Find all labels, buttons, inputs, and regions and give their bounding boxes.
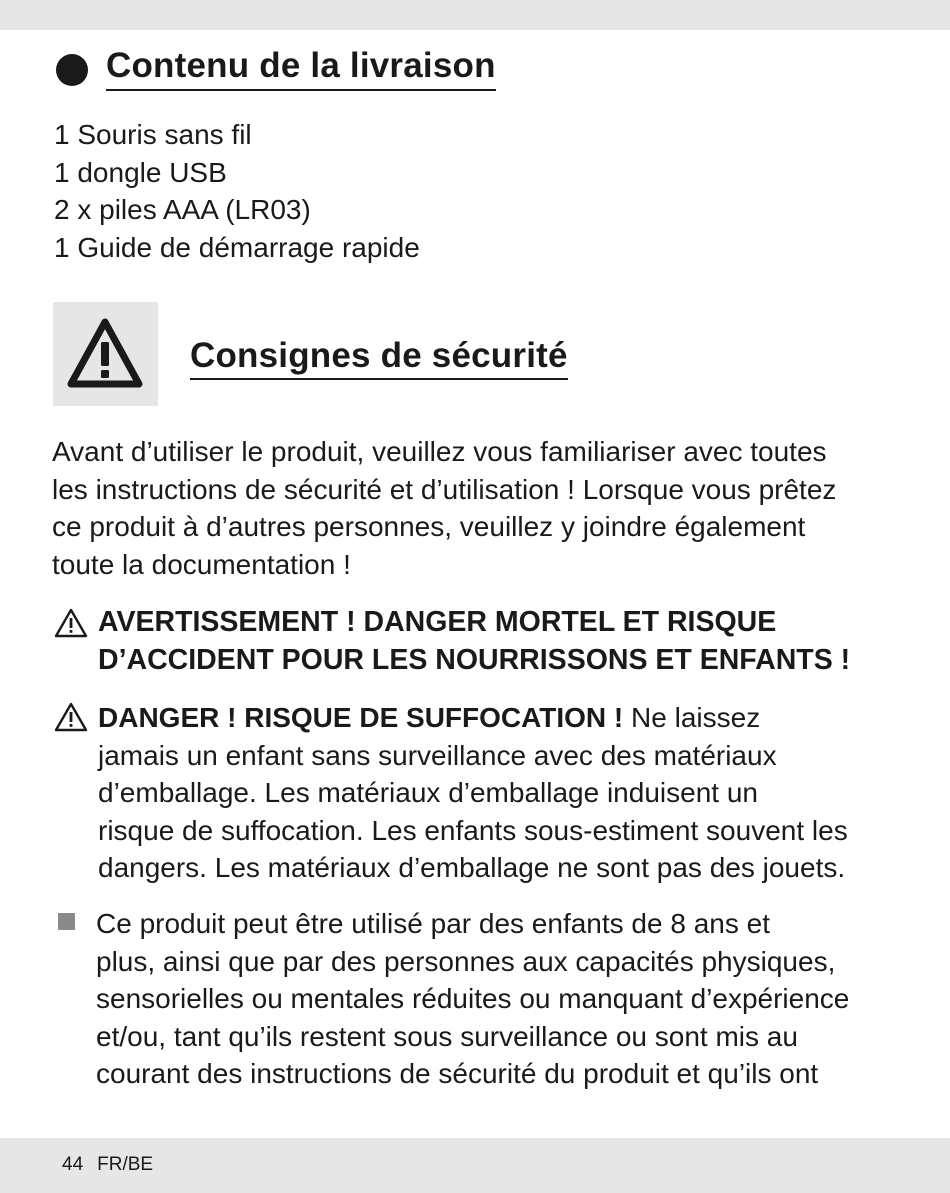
paragraph-line: les instructions de sécurité et d’utilisation ! Lorsque vous prêtez — [52, 473, 837, 505]
list-item: 1 Souris sans fil — [54, 119, 252, 150]
danger-label: DANGER ! RISQUE DE SUFFOCATION ! — [98, 702, 624, 733]
warning-icon-box — [53, 302, 158, 406]
paragraph-line: toute la documentation ! — [52, 548, 351, 580]
warning-triangle-icon — [53, 607, 89, 639]
paragraph-line: dangers. Les matériaux d’emballage ne sont pas des jouets. — [98, 852, 846, 883]
paragraph-line: plus, ainsi que par des personnes aux capacités physiques, — [96, 945, 836, 977]
section-bullet-dot — [56, 54, 88, 86]
paragraph-line: Ce produit peut être utilisé par des enfants de 8 ans et — [96, 908, 770, 939]
paragraph-line: Avant d’utiliser le produit, veuillez vous familiariser avec toutes — [52, 436, 827, 467]
danger-first-line — [98, 699, 848, 737]
warning-triangle-icon — [53, 701, 89, 733]
page-number: 44 — [62, 1154, 84, 1175]
paragraph-line: d’emballage. Les matériaux d’emballage induisent un — [98, 777, 758, 808]
section-title-safety: Consignes de sécurité — [190, 336, 568, 380]
safety-intro-paragraph — [52, 433, 912, 583]
paragraph-line: jamais un enfant sans surveillance avec des matériaux — [98, 739, 777, 771]
list-item: 2 x piles AAA (LR03) — [54, 194, 311, 225]
bullet-paragraph — [96, 905, 849, 1093]
bullet-square-icon — [58, 913, 75, 930]
warning-line: AVERTISSEMENT ! DANGER MORTEL ET RISQUE — [98, 606, 777, 638]
warning-triangle-icon — [65, 316, 145, 392]
warning-line: D’ACCIDENT POUR LES NOURRISSONS ET ENFANTS ! — [98, 644, 851, 676]
page-footer — [62, 1154, 167, 1176]
delivery-contents-list — [54, 116, 420, 266]
section-title-delivery: Contenu de la livraison — [106, 46, 496, 91]
locale-label: FR/BE — [97, 1154, 154, 1175]
paragraph-line: et/ou, tant qu’ils restent sous surveillance ou sont mis au — [96, 1020, 798, 1052]
paragraph-line: risque de suffocation. Les enfants sous-estiment souvent les — [98, 814, 848, 846]
danger-first-line-text: Ne laissez — [623, 702, 761, 733]
paragraph-line: ce produit à d’autres personnes, veuillez y joindre également — [52, 511, 806, 542]
list-item: 1 Guide de démarrage rapide — [54, 231, 420, 263]
danger-suffocation-block — [98, 699, 848, 887]
warning-heading — [98, 603, 850, 679]
list-item: 1 dongle USB — [54, 156, 227, 188]
paragraph-line: sensorielles ou mentales réduites ou manquant d’expérience — [96, 983, 850, 1014]
paragraph-line: courant des instructions de sécurité du produit et qu’ils ont — [96, 1058, 819, 1089]
top-band — [0, 0, 950, 30]
